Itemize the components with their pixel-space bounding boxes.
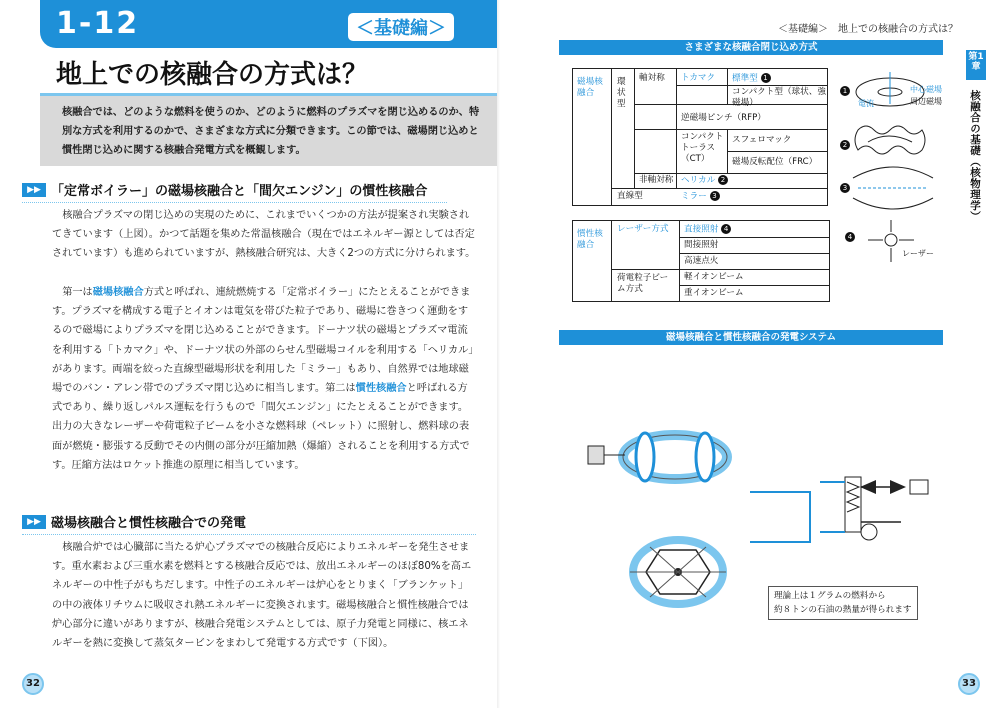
magnetic-reactor-drawing [588, 433, 727, 481]
inertial-label: 慣性核融合 [577, 229, 603, 250]
compact-type: コンパクト型（球状、強磁場） [732, 87, 826, 108]
heading-arrow-icon: ▶▶ [22, 515, 46, 529]
intro-box: 核融合では、どのような燃料を使うのか、どのように燃料のプラズマを閉じ込めるのか、特別な方式を利用するのかで、さまざまな方式に分類できます。この節では、磁場閉じ込めと慣性閉じ込めに関する核融合発電方式を概観します。 [40, 96, 498, 166]
diagram-2-number: 2 [840, 140, 850, 150]
p2-highlight-inertial: 慣性核融合 [355, 383, 407, 395]
chapter-tab: 第1章 [966, 50, 986, 80]
energy-note: 理論上は１グラムの燃料から 約８トンの石油の熱量が得られます [768, 586, 918, 620]
indirect-irradiation: 間接照射 [684, 240, 719, 250]
page-title: 地上での核融合の方式は？ [56, 60, 369, 90]
paragraph-3: 核融合炉では心臓部に当たる炉心プラズマでの核融合反応によりエネルギーを発生させます。重水素および三重水素を燃料とする核融合反応では、放出エネルギーのほぼ80%を高エネルギーの中性子がもちだします。中性子のエネルギーは炉心をとりまく「ブランケット」の中の液体リチウムに吸収され熱エネルギーに変換されます。磁場核融合と慣性核融合では炉心部分に違いがありますが、核融合発電システムとしては、原子力発電と同様に、核エネルギーを熱に変換して蒸気タービンをまわして発電する方式です（下図）。 [52, 542, 472, 650]
frc-label: 磁場反転配位（FRC） [732, 157, 818, 167]
linear-label: 直線型 [617, 191, 643, 201]
number-4-icon: 4 [721, 224, 731, 234]
running-head: ＜基礎編＞ 地上での核融合の方式は？ [778, 24, 958, 35]
figure2-title: 磁場核融合と慣性核融合の発電システム [559, 330, 943, 345]
heading-1 [22, 180, 427, 199]
toroidal-label: 環状型 [617, 77, 626, 109]
spheromak-label: スフェロマック [732, 135, 792, 145]
right-page [500, 0, 1000, 708]
particle-beam-method: 荷電粒子ビーム方式 [617, 273, 669, 294]
axisym-label: 軸対称 [639, 73, 665, 83]
current-label: 電流 [858, 99, 874, 108]
heading-2 [22, 512, 246, 531]
mirror-diagram [853, 167, 933, 209]
standard-type: 標準型 1 [732, 73, 771, 85]
laser-method: レーザー方式 [617, 224, 669, 234]
number-2-icon: 2 [718, 175, 728, 185]
heading-2-text: 磁場核融合と慣性核融合での発電 [51, 516, 247, 531]
p2-highlight-magnetic: 磁場核融合 [92, 287, 144, 298]
helical-label: ヘリカル 2 [681, 175, 728, 187]
magnetic-label: 磁場核融合 [577, 77, 603, 98]
direct-irradiation: 直接照射 4 [684, 224, 731, 236]
p2-part-a: 第一は [62, 287, 93, 298]
helical-diagram [855, 126, 925, 154]
number-1-icon: 1 [761, 73, 771, 83]
p2-part-b: 方式と呼ばれ、連続燃焼する「定常ボイラー」にたとえることができます。プラズマを構成する電子とイオンは電気を帯びた粒子であり、磁場に巻きつく運動をするので磁場によりプラズマを閉じ込めることができます。ドーナツ状の磁場とプラズマ電流を利用する「トカマク」や、ドーナツ状の外部のらせん型磁場コイルを利用する「ヘリカル」があります。両端を絞った直線型磁場形状を利用した「ミラー」もあり、自然界では地球磁場でのバン・アレン帯でのプラズマ閉じ込めに相当します。第二は [52, 287, 474, 395]
heading-arrow-icon: ▶▶ [22, 183, 46, 197]
fast-ignition: 高速点火 [684, 256, 719, 266]
page-number-right: 33 [958, 673, 980, 695]
rfp-label: 逆磁場ピンチ（RFP） [681, 113, 766, 123]
mirror-label: ミラー 3 [681, 191, 720, 203]
tokamak-label: トカマク [681, 73, 716, 83]
generation-drawing [750, 477, 928, 542]
diagram-3-number: 3 [840, 183, 850, 193]
figure1-title: さまざまな核融合閉じ込め方式 [559, 40, 943, 55]
peripheral-field-label: 周辺磁場 [910, 97, 942, 106]
inertial-table [572, 220, 830, 302]
light-ion-beam: 軽イオンビーム [684, 272, 744, 282]
paragraph-1: 核融合プラズマの閉じ込めの実現のために、これまでいくつかの方法が提案され実験されてきています（上図）。かつて話題を集めた常温核融合（現在ではエネルギー源としては否定されています）も進められていますが、熱核融合研究は、大きく2つの方式に分けられます。 [52, 210, 476, 260]
diagram-1-number: 1 [840, 86, 850, 96]
section-number: 1-12 [56, 6, 140, 41]
number-3-icon: 3 [710, 191, 720, 201]
section-tag: ＜基礎編＞ [348, 13, 454, 41]
heading-1-text: 「定常ボイラー」の磁場核融合と「間欠エンジン」の慣性核融合 [51, 184, 428, 199]
page-number-left: 32 [22, 673, 44, 695]
laser-diagram-label: レーザー [902, 249, 934, 258]
inertial-reactor-drawing [630, 540, 726, 604]
paragraph-2 [52, 283, 477, 475]
heavy-ion-beam: 重イオンビーム [684, 288, 744, 298]
chapter-side-text: 核融合の基礎（核物理学） [969, 90, 981, 222]
ct-label: コンパクトトーラス（CT） [681, 132, 724, 164]
diagram-4-number: 4 [845, 232, 855, 242]
magnetic-table [572, 68, 828, 206]
center-field-label: 中心磁場 [910, 85, 942, 94]
nonaxisym-label: 非軸対称 [639, 175, 674, 185]
p2-part-c: と呼ばれる方式であり、繰り返しパルス運転を行うもので「間欠エンジン」にたとえることができます。出力の大きなレーザーや荷電粒子ビームを小さな燃料球（ペレット）に照射し、燃料球の表面が燃焼・膨張する反動でその内側の部分が圧縮加熱（爆縮）されることを利用する方式です。圧縮方法はロケット推進の原理に相当しています。 [52, 383, 470, 471]
